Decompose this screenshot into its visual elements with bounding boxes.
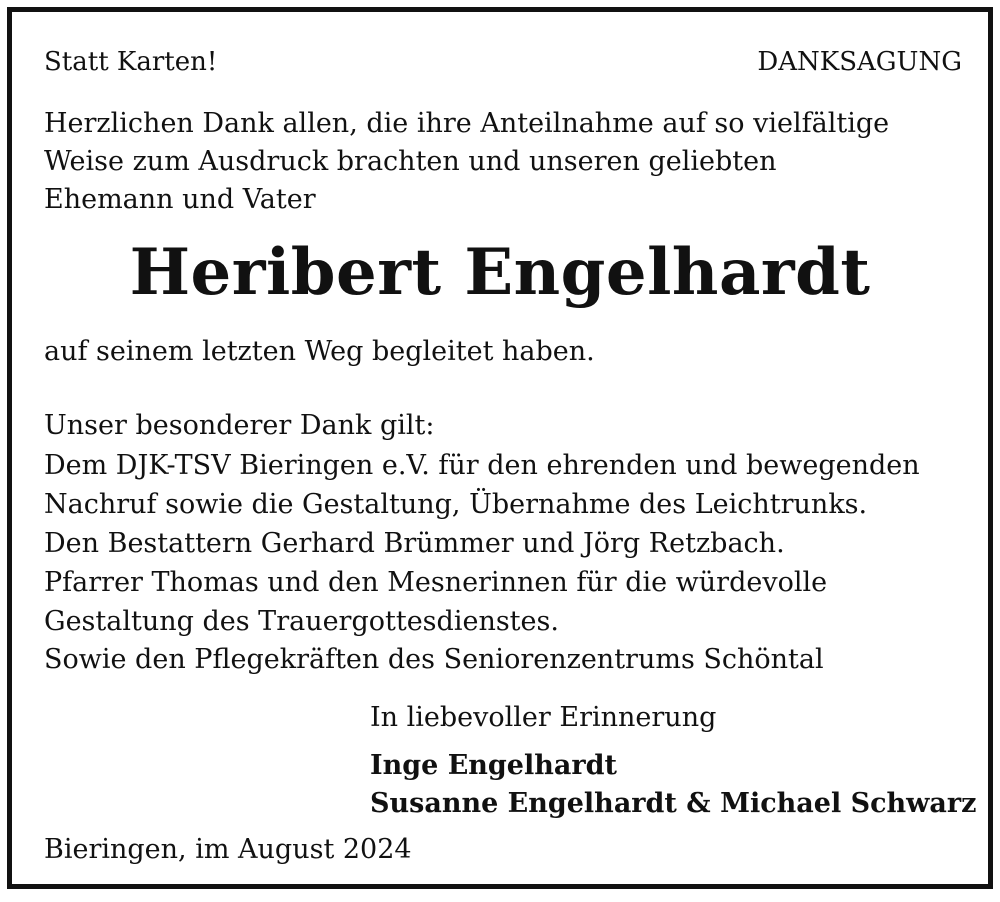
thanks-line: Dem DJK-TSV Bieringen e.V. für den ehrenden und bewegenden [44,450,920,481]
signature-name: Inge Engelhardt [370,750,617,781]
header-right-title: DANKSAGUNG [757,47,962,77]
intro-line: Weise zum Ausdruck brachten und unseren geliebten [44,146,777,177]
header-left-text: Statt Karten! [44,47,218,77]
thanks-line: Pfarrer Thomas und den Mesnerinnen für die würdevolle [44,567,828,598]
memory-line: In liebevoller Erinnerung [370,702,717,733]
place-date: Bieringen, im August 2024 [44,834,412,865]
thanks-line: Gestaltung des Trauergottesdienstes. [44,606,559,637]
deceased-name: Heribert Engelhardt [129,235,871,310]
obituary-notice [7,7,993,889]
thanks-line: Nachruf sowie die Gestaltung, Übernahme des Leichtrunks. [44,489,868,520]
intro-line: Ehemann und Vater [44,184,316,215]
signature-name: Susanne Engelhardt & Michael Schwarz [370,788,977,819]
thanks-line: Sowie den Pflegekräften des Seniorenzentrums Schöntal [44,644,824,675]
intro-line: Herzlichen Dank allen, die ihre Anteilnahme auf so vielfältige [44,108,890,139]
after-name-line: auf seinem letzten Weg begleitet haben. [44,336,595,367]
thanks-heading: Unser besonderer Dank gilt: [44,410,435,441]
thanks-line: Den Bestattern Gerhard Brümmer und Jörg Retzbach. [44,528,785,559]
